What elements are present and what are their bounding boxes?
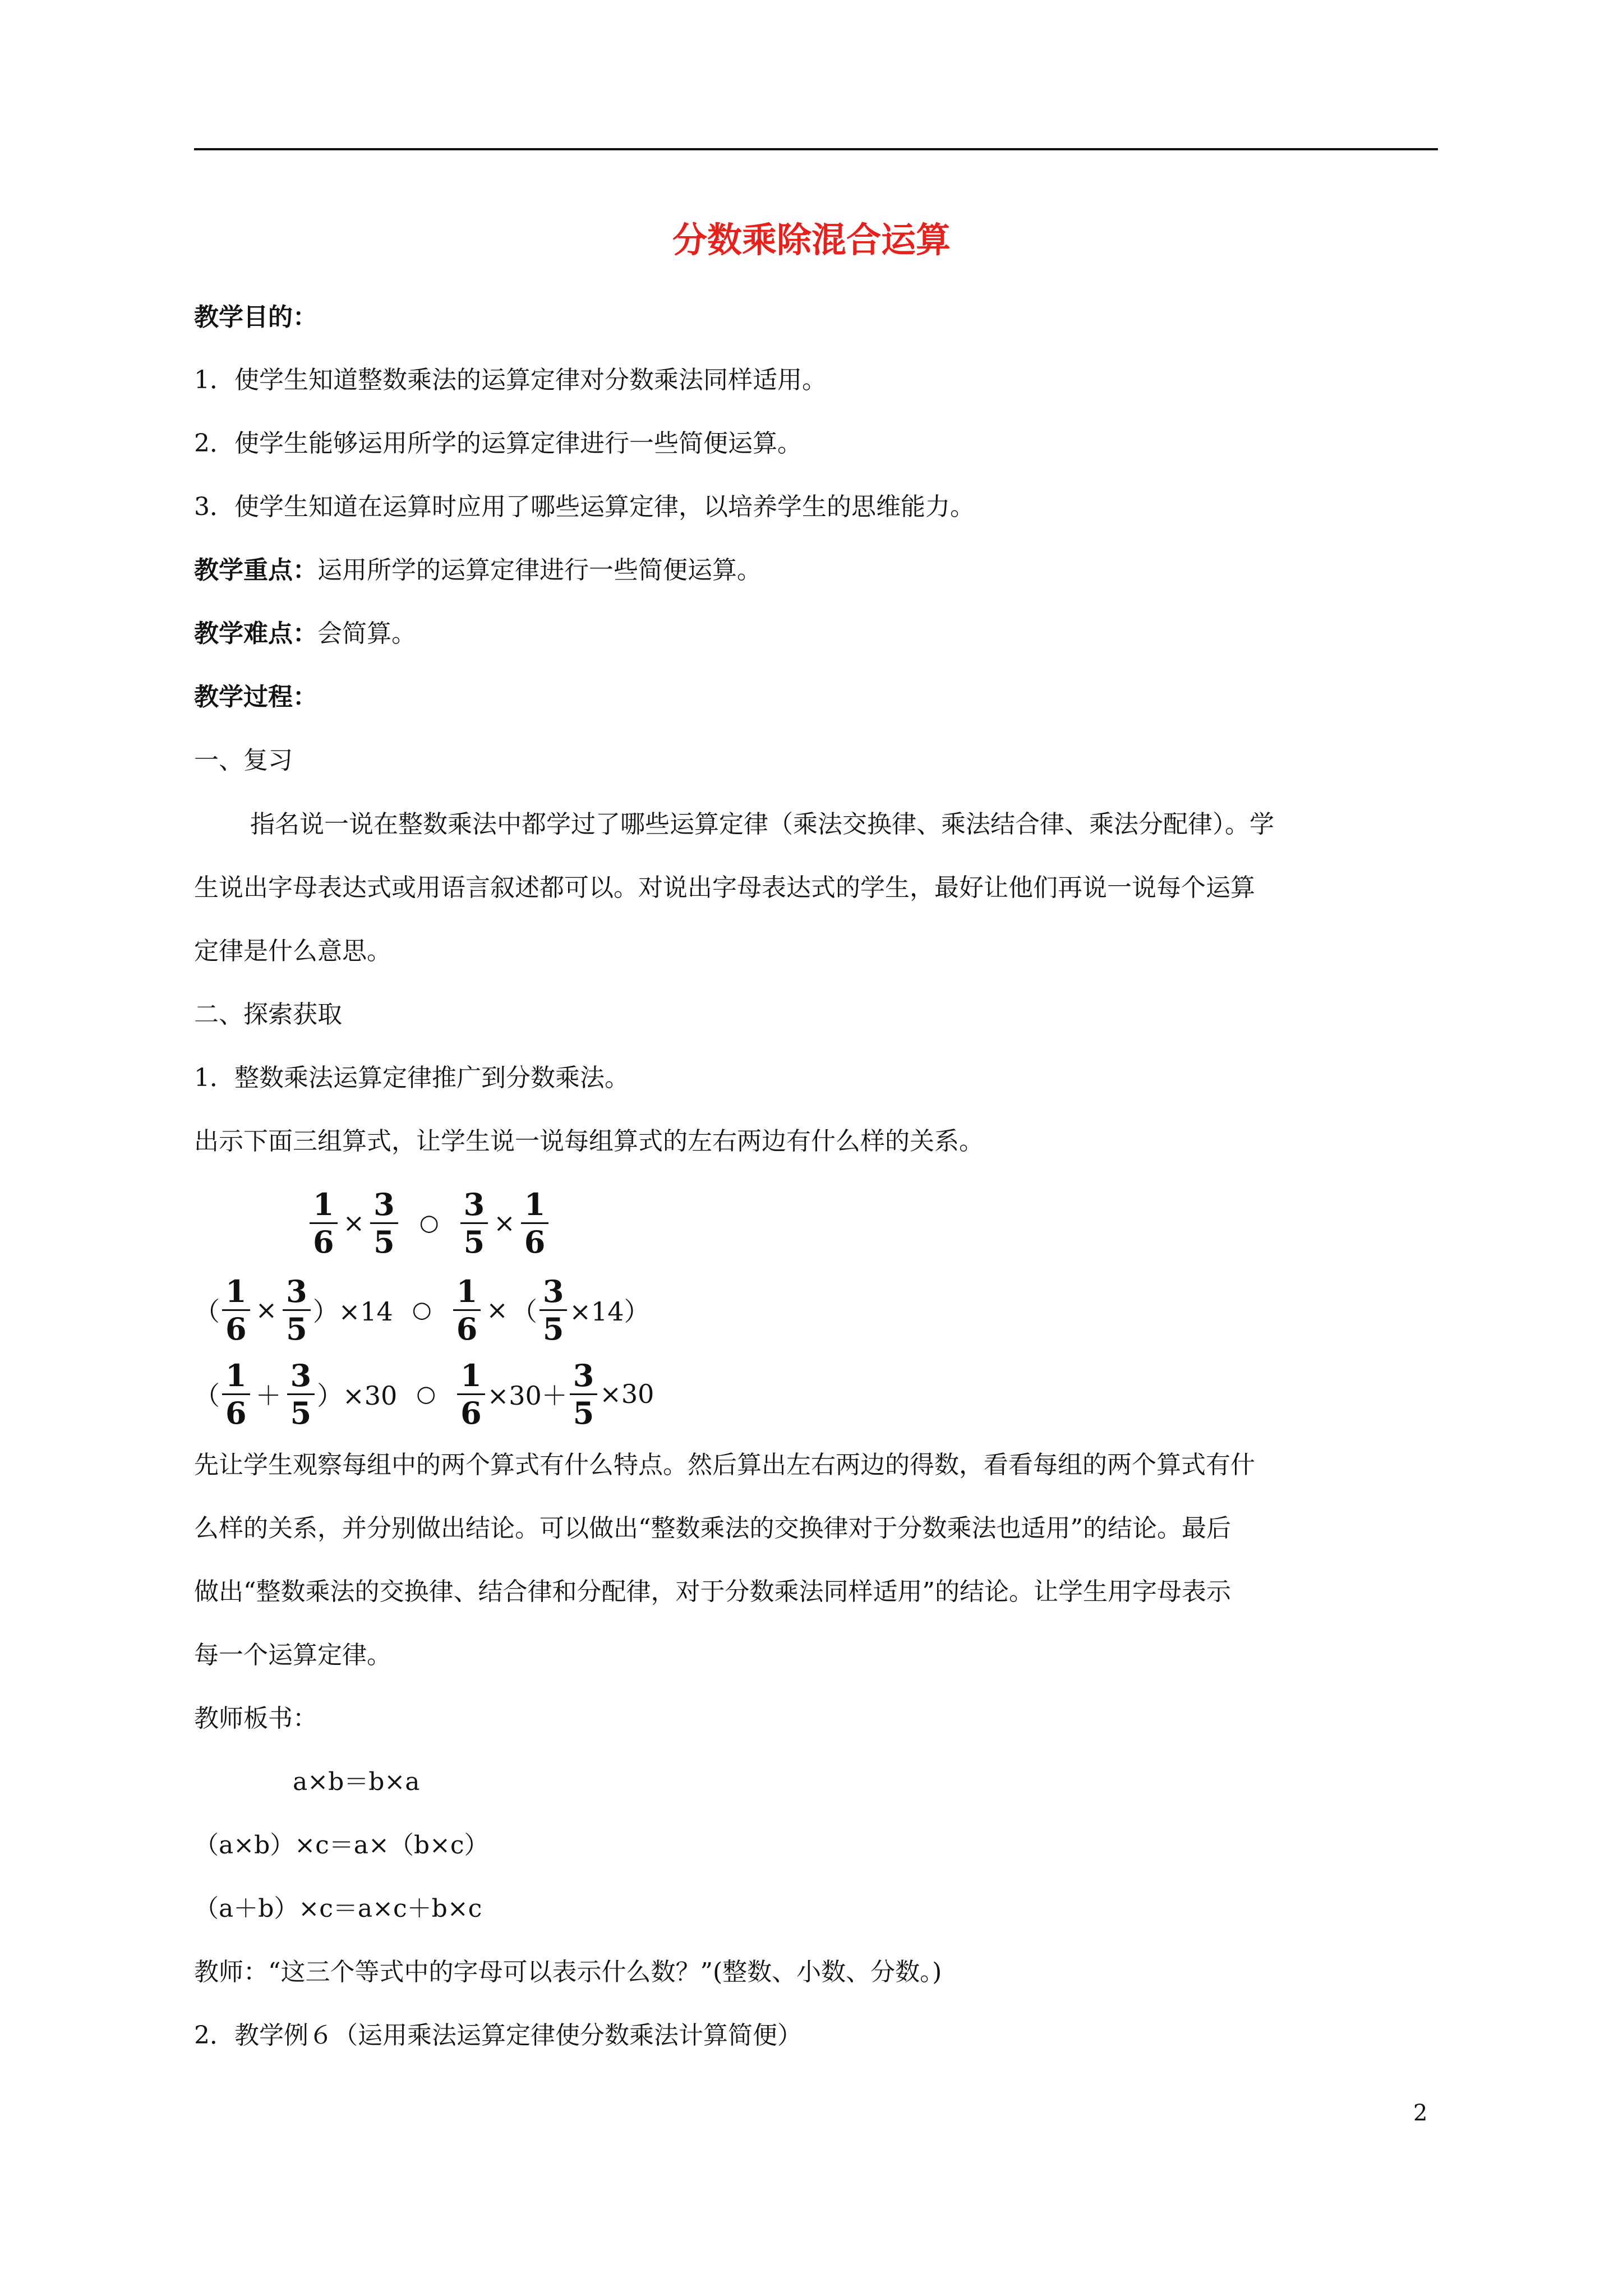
- board-formula-3: （a＋b）×c＝a×c＋b×c: [194, 1894, 482, 1923]
- formula-row-2: （ $\frac{1}{6}$ × $\frac{3}{5}$ ）×14 ○ $\frac{1}{6}$ × （ $\frac{3}{5}$ ×14）: [194, 1273, 650, 1347]
- formula-row-3: （ $\frac{1}{6}$ ＋ $\frac{3}{5}$ ）×30 ○ $\frac{1}{6}$ ×30＋ $\frac{3}{5}$ ×30: [194, 1357, 654, 1431]
- explore-item-1: 1．整数乘法运算定律推广到分数乘法。: [194, 1064, 629, 1092]
- objective-item-2: 2．使学生能够运用所学的运算定律进行一些简便运算。: [194, 429, 802, 458]
- review-line-1: 指名说一说在整数乘法中都学过了哪些运算定律（乘法交换律、乘法结合律、乘法分配律）。学: [250, 810, 1274, 839]
- difficulty-text: 会简算。: [317, 619, 416, 648]
- key-point: [194, 554, 1438, 587]
- fraction: $\frac{1}{6}$: [457, 1358, 485, 1431]
- fraction: $\frac{1}{6}$: [310, 1186, 338, 1260]
- page-title: 分数乘除混合运算: [672, 219, 951, 260]
- teacher-question: 教师：“这三个等式中的字母可以表示什么数？”(整数、小数、分数。): [194, 1958, 942, 1986]
- review-heading: 一、复习: [194, 746, 293, 775]
- explore-item-2: 2．教学例６（运用乘法运算定律使分数乘法计算简便）: [194, 2021, 802, 2050]
- process-heading: 教学过程：: [194, 683, 317, 711]
- board-formula-2: （a×b）×c＝a×（b×c）: [194, 1831, 489, 1860]
- objective-item-1: 1．使学生知道整数乘法的运算定律对分数乘法同样适用。: [194, 366, 827, 394]
- explore-instruction: 出示下面三组算式，让学生说一说每组算式的左右两边有什么样的关系。: [194, 1127, 984, 1156]
- header-rule: [194, 148, 1438, 150]
- fraction: $\frac{1}{6}$: [521, 1186, 549, 1260]
- fraction: $\frac{1}{6}$: [453, 1273, 481, 1347]
- key-point-text: 运用所学的运算定律进行一些简便运算。: [317, 556, 762, 585]
- fraction: $\frac{1}{6}$: [222, 1273, 250, 1347]
- formula-row-1: $\frac{1}{6}$ × $\frac{3}{5}$ ○ $\frac{3}{5}$ × $\frac{1}{6}$: [307, 1181, 551, 1265]
- compare-circle: ○: [412, 1297, 432, 1323]
- fraction: $\frac{3}{5}$: [570, 1358, 598, 1431]
- discussion-line-2: 么样的关系，并分别做出结论。可以做出“整数乘法的交换律对于分数乘法也适用”的结论。最后: [194, 1514, 1231, 1543]
- fraction: $\frac{1}{6}$: [222, 1358, 250, 1431]
- difficulty: [194, 617, 1438, 651]
- discussion-line-1: 先让学生观察每组中的两个算式有什么特点。然后算出左右两边的得数，看看每组的两个算式有什: [194, 1451, 1255, 1479]
- fraction: $\frac{3}{5}$: [460, 1186, 488, 1260]
- page-number: 2: [1413, 2100, 1428, 2126]
- compare-circle: ○: [419, 1210, 439, 1236]
- objectives-heading: 教学目的：: [194, 303, 317, 332]
- key-point-label: 教学重点：: [194, 556, 317, 585]
- compare-circle: ○: [416, 1381, 436, 1407]
- discussion-line-4: 每一个运算定律。: [194, 1641, 391, 1669]
- board-formula-1: a×b＝b×a: [293, 1768, 420, 1796]
- fraction: $\frac{3}{5}$: [540, 1273, 568, 1347]
- difficulty-label: 教学难点：: [194, 619, 317, 648]
- fraction: $\frac{3}{5}$: [287, 1358, 315, 1431]
- review-line-3: 定律是什么意思。: [194, 937, 391, 965]
- fraction: $\frac{3}{5}$: [283, 1273, 311, 1347]
- fraction: $\frac{3}{5}$: [370, 1186, 398, 1260]
- review-line-2: 生说出字母表达式或用语言叙述都可以。对说出字母表达式的学生，最好让他们再说一说每个运算: [194, 873, 1255, 902]
- board-label: 教师板书：: [194, 1704, 317, 1733]
- discussion-line-3: 做出“整数乘法的交换律、结合律和分配律，对于分数乘法同样适用”的结论。让学生用字母表示: [194, 1577, 1231, 1606]
- objective-item-3: 3．使学生知道在运算时应用了哪些运算定律，以培养学生的思维能力。: [194, 493, 975, 521]
- explore-heading: 二、探索获取: [194, 1000, 342, 1029]
